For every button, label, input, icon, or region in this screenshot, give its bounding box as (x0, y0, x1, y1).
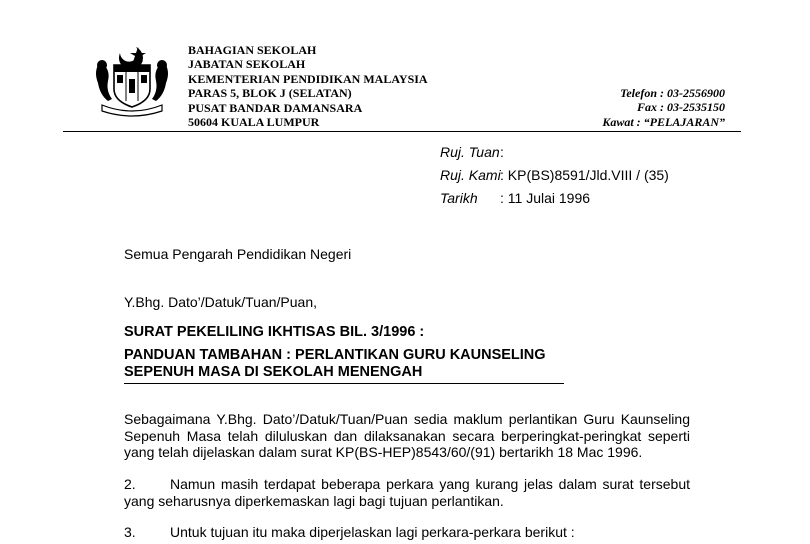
paragraph-1: Sebagaimana Y.Bhg. Dato’/Datuk/Tuan/Puan sedia maklum perlantikan Guru Kaunseling Sepenuh Masa telah diluluskan dan dilaksanakan secara berperingkat-peringkat seperti yang telah dijelaskan dalam surat KP(BS-HEP)8543/60/(91) bertarikh 18 Mac 1996. (124, 411, 690, 460)
address-line: JABATAN SEKOLAH (188, 57, 306, 72)
letterhead-divider (63, 131, 741, 132)
telephone-line: Telefon : 03-2556900 (620, 86, 725, 100)
subject-line-2: PANDUAN TAMBAHAN : PERLANTIKAN GURU KAUNSELING (124, 347, 546, 363)
salutation: Y.Bhg. Dato’/Datuk/Tuan/Puan, (124, 294, 318, 310)
ref-value: : (500, 144, 504, 160)
address-line: PARAS 5, BLOK J (SELATAN) (188, 86, 352, 101)
ref-date (440, 190, 590, 206)
ref-your-reference (440, 144, 504, 160)
address-line: KEMENTERIAN PENDIDIKAN MALAYSIA (188, 71, 428, 86)
letterhead-contact (602, 86, 725, 129)
subject-line-1: SURAT PEKELILING IKHTISAS BIL. 3/1996 : (124, 324, 425, 340)
subject-line-3: SEPENUH MASA DI SEKOLAH MENENGAH (124, 364, 423, 380)
ref-value: : KP(BS)8591/Jld.VIII / (35) (500, 167, 669, 183)
fax-line: Fax : 03-2535150 (637, 100, 725, 115)
telegram-line: Kawat : “PELAJARAN” (602, 114, 725, 129)
paragraph-number: 2. (124, 476, 136, 492)
malaysia-coat-of-arms-logo (92, 43, 172, 119)
recipient: Semua Pengarah Pendidikan Negeri (124, 246, 352, 262)
paragraph-number: 3. (124, 524, 136, 540)
subject-underline (124, 383, 564, 384)
address-line: 50604 KUALA LUMPUR (188, 115, 320, 130)
letterhead-address (188, 43, 428, 129)
paragraph-2: Namun masih terdapat beberapa perkara yang kurang jelas dalam surat tersebut yang seharusnya diperkemaskan lagi bagi tujuan perlantikan. (124, 476, 690, 509)
ref-our-reference (440, 167, 669, 183)
ref-label: Ruj. Kami (440, 167, 501, 183)
address-line: BAHAGIAN SEKOLAH (188, 43, 317, 57)
ref-value: : 11 Julai 1996 (500, 190, 591, 206)
ref-label: Tarikh (440, 190, 478, 206)
ref-label: Ruj. Tuan (440, 144, 500, 160)
address-line: PUSAT BANDAR DAMANSARA (188, 100, 363, 115)
paragraph-3: Untuk tujuan itu maka diperjelaskan lagi perkara-perkara berikut : (170, 524, 575, 540)
